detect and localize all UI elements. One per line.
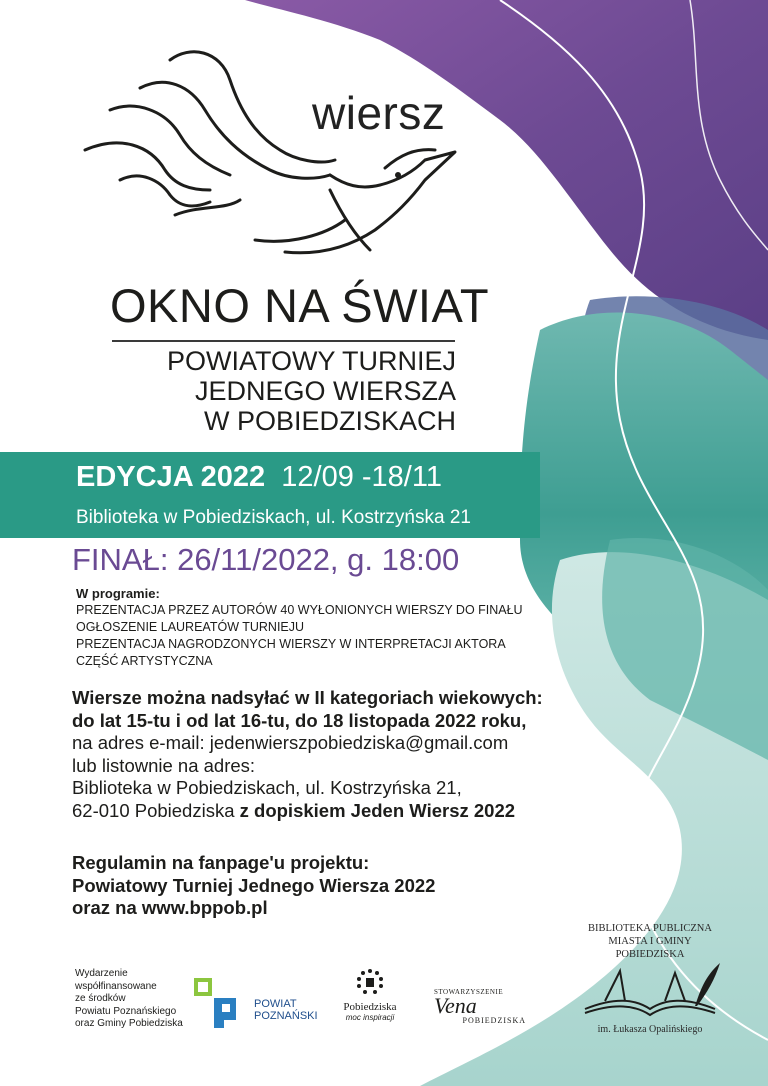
- pobiedziska-logo: [335, 968, 405, 1022]
- library-line: MIASTA I GMINY: [608, 936, 692, 947]
- vena-sub: POBIEDZISKA: [462, 1016, 526, 1025]
- powiat-logo-text: [254, 998, 318, 1022]
- pobiedziska-emblem-icon: [355, 968, 385, 996]
- library-name: [570, 922, 730, 961]
- regulations-line: Powiatowy Turniej Jednego Wiersza 2022: [72, 874, 436, 896]
- library-patron: im. Łukasza Opalińskiego: [597, 1024, 703, 1035]
- library-line: POBIEDZISKA: [615, 949, 685, 960]
- submission-line: lub listownie na adres:: [72, 754, 256, 776]
- vena-label: STOWARZYSZENIE: [434, 988, 504, 996]
- subtitle-line: JEDNEGO WIERSZA: [194, 376, 456, 406]
- submission-address-line-2: [72, 800, 543, 823]
- edition-dates: 12/09 -18/11: [281, 461, 442, 493]
- page-title: OKNO NA ŚWIAT: [110, 279, 490, 332]
- cofinance-line: współfinansowane: [75, 980, 157, 992]
- cofinance-line: Powiatu Poznańskiego: [75, 1005, 177, 1017]
- powiat-line: POWIAT: [254, 998, 297, 1010]
- edition-heading: [76, 461, 442, 494]
- submission-info: [72, 687, 543, 822]
- powiat-logo-icon: [192, 976, 248, 1030]
- cofinance-line: oraz Gminy Pobiedziska: [75, 1018, 183, 1029]
- submission-address-line: Biblioteka w Pobiedziskach, ul. Kostrzyńska 21,: [72, 777, 462, 798]
- program-item: OGŁOSZENIE LAUREATÓW TURNIEJU: [76, 620, 305, 634]
- bird-logo: [80, 40, 470, 270]
- powiat-line: POZNAŃSKI: [254, 1010, 318, 1022]
- program-item: PREZENTACJA PRZEZ AUTORÓW 40 WYŁONIONYCH WIERSZY DO FINAŁU: [76, 603, 523, 617]
- title-divider: [112, 340, 455, 342]
- subtitle-line: W POBIEDZISKACH: [203, 406, 456, 436]
- edition-venue: Biblioteka w Pobiedziskach, ul. Kostrzyńska 21: [76, 507, 471, 528]
- regulations-info: [72, 852, 435, 920]
- pobiedziska-slogan: moc inspiracji: [345, 1013, 395, 1022]
- library-line: BIBLIOTEKA PUBLICZNA: [588, 923, 712, 934]
- pobiedziska-name: Pobiedziska: [343, 1001, 397, 1013]
- submission-line: Wiersze można nadsyłać w II kategoriach wiekowych:: [72, 687, 543, 708]
- program-item: PREZENTACJA NAGRODZONYCH WIERSZY W INTERPRETACJI AKTORA: [76, 637, 506, 651]
- library-logo: [570, 922, 730, 1035]
- cofinance-line: Wydarzenie: [75, 968, 128, 979]
- open-book-quill-icon: [575, 961, 725, 1017]
- cofinance-note: [75, 968, 183, 1031]
- postcode-city: 62-010 Pobiedziska: [72, 799, 240, 821]
- regulations-line: Regulamin na fanpage'u projektu:: [72, 852, 370, 873]
- submission-email-line: na adres e-mail: jedenwierszpobiedziska@gmail.com: [72, 732, 509, 753]
- regulations-link: oraz na www.bppob.pl: [72, 897, 268, 918]
- edition-label: EDYCJA 2022: [76, 461, 266, 493]
- cofinance-line: ze środków: [75, 993, 126, 1004]
- program-item: CZĘŚĆ ARTYSTYCZNA: [76, 654, 213, 668]
- vena-logo: [434, 988, 534, 1025]
- subtitle: [110, 346, 456, 436]
- subtitle-line: POWIATOWY TURNIEJ: [166, 346, 456, 376]
- program-list: [76, 602, 523, 670]
- vena-name: Vena: [434, 993, 477, 1018]
- program-heading: W programie:: [76, 586, 160, 601]
- submission-note: z dopiskiem Jeden Wiersz 2022: [239, 799, 516, 821]
- wiersz-word: wiersz: [312, 87, 446, 139]
- final-date: FINAŁ: 26/11/2022, g. 18:00: [72, 542, 460, 577]
- submission-line: do lat 15-tu i od lat 16-tu, do 18 listopada 2022 roku,: [72, 709, 527, 731]
